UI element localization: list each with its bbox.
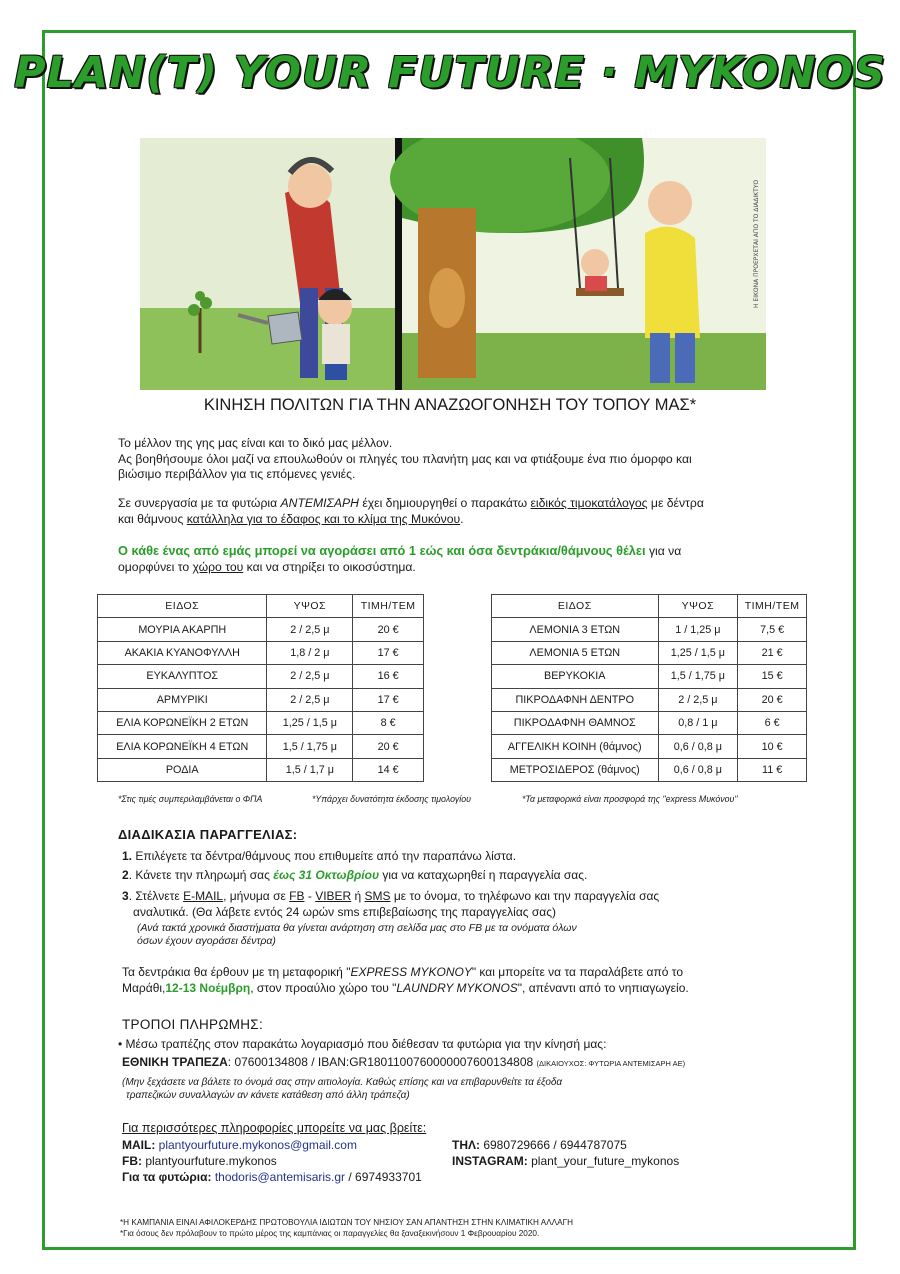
contact-heading: Για περισσότερες πληροφορίες μπορείτε να μας βρείτε: <box>122 1121 427 1135</box>
order-step-3-line2: αναλυτικά. (Θα λάβετε εντός 24 ωρών sms επιβεβαίωσης της παραγγελίας σας) <box>133 905 556 919</box>
footer-note-2: *Για όσους δεν πρόλαβουν το πρώτο μέρος της καμπάνιας οι παραγγελίες θα ξαναξεκινήσουν 1 Φεβρουαρίου 2020. <box>120 1229 540 1238</box>
cell-kind: ΛΕΜΟΝΙΑ 5 ΕΤΩΝ <box>492 641 659 664</box>
order-step-1: 1. Επιλέγετε τα δέντρα/θάμνους που επιθυμείτε από την παραπάνω λίστα. <box>122 849 517 863</box>
cell-price: 14 € <box>353 758 424 781</box>
note-vat: *Στις τιμές συμπεριλαμβάνεται ο ΦΠΑ <box>118 794 263 804</box>
table-row <box>492 618 807 641</box>
table-row <box>492 688 807 711</box>
cell-height: 1 / 1,25 μ <box>658 618 738 641</box>
table-row <box>492 665 807 688</box>
cell-height: 1,5 / 1,7 μ <box>267 758 353 781</box>
table-header-row <box>98 595 424 618</box>
cell-kind: ΒΕΡΥΚΟΚΙΑ <box>492 665 659 688</box>
table-row <box>98 641 424 664</box>
intro-paragraph: Το μέλλον της γης μας είναι και το δικό μας μέλλον. Ας βοηθήσουμε όλοι μαζί να επουλωθούν οι πληγές του πλανήτη μας και να φτιάξουμε ένα πιο όμορφο και βιώσιμο περιβάλλον για τις επόμενες γενιές. <box>118 436 692 481</box>
cell-height: 1,25 / 1,5 μ <box>658 641 738 664</box>
cell-kind: ΑΓΓΕΛΙΚΗ ΚΟΙΝΗ (θάμνος) <box>492 735 659 758</box>
cell-height: 1,5 / 1,75 μ <box>267 735 353 758</box>
cell-price: 16 € <box>353 665 424 688</box>
cell-price: 10 € <box>738 735 807 758</box>
cell-height: 0,6 / 0,8 μ <box>658 735 738 758</box>
page-subtitle: ΚΙΝΗΣΗ ΠΟΛΙΤΩΝ ΓΙΑ ΤΗΝ ΑΝΑΖΩΟΓΟΝΗΣΗ ΤΟΥ ΤΟΠΟΥ ΜΑΣ* <box>203 396 697 414</box>
order-step-3: 3. Στέλνετε E-MAIL, μήνυμα σε FB - VIBER ή SMS με το όνομα, το τηλέφωνο και την παραγγελία σας <box>122 889 660 903</box>
contact-mail: MAIL: plantyourfuture.mykonos@gmail.com <box>122 1138 357 1152</box>
cell-price: 20 € <box>353 618 424 641</box>
buy-paragraph: Ο κάθε ένας από εμάς μπορεί να αγοράσει από 1 εώς και όσα δεντράκια/θάμνους θέλει για να ομορφύνει το χώρο του και να στηρίξει το οικοσύστημα. <box>118 543 682 574</box>
mail-link[interactable]: plantyourfuture.mykonos@gmail.com <box>158 1138 357 1152</box>
contact-tel: ΤΗΛ: 6980729666 / 6944787075 <box>452 1138 627 1152</box>
bank-details: ΕΘΝΙΚΗ ΤΡΑΠΕΖΑ: 07600134808 / IBAN:GR1801100760000007600134808 (ΔΙΚΑΙΟΥΧΟΣ: ΦΥΤΩΡΙΑ ΑΝΤΕΜΙΣΑΡΗ ΑΕ) <box>122 1055 686 1069</box>
delivery-paragraph: Τα δεντράκια θα έρθουν με τη μεταφορική "EXPRESS MYKONOY" και μπορείτε να τα παραλάβετε από το Μαράθι,12-13 Νοέμβρη, στον προαύλιο χώρο του "LAUNDRY MYKONOS", απέναντι από το νηπιαγωγείο. <box>122 965 689 995</box>
contact-fb: FB: plantyourfuture.mykonos <box>122 1154 277 1168</box>
cell-price: 15 € <box>738 665 807 688</box>
cell-kind: ΜΕΤΡΟΣΙΔΕΡΟΣ (θάμνος) <box>492 758 659 781</box>
cell-price: 20 € <box>353 735 424 758</box>
table-row <box>98 618 424 641</box>
cell-height: 1,25 / 1,5 μ <box>267 711 353 734</box>
cell-price: 8 € <box>353 711 424 734</box>
cell-price: 17 € <box>353 641 424 664</box>
table-row <box>98 735 424 758</box>
cell-kind: ΜΟΥΡΙΑ ΑΚΑΡΠΗ <box>98 618 267 641</box>
payment-heading: ΤΡΟΠΟΙ ΠΛΗΡΩΜΗΣ: <box>122 1017 264 1032</box>
cell-price: 17 € <box>353 688 424 711</box>
header-price: ΤΙΜΗ/ΤΕΜ <box>738 595 807 618</box>
cell-price: 6 € <box>738 711 807 734</box>
price-table-right <box>491 594 807 782</box>
cell-price: 21 € <box>738 641 807 664</box>
note-invoice: *Υπάρχει δυνατότητα έκδοσης τιμολογίου <box>312 794 471 804</box>
table-row <box>98 758 424 781</box>
contact-nursery: Για τα φυτώρια: thodoris@antemisaris.gr / 6974933701 <box>122 1170 422 1184</box>
table-row <box>98 665 424 688</box>
cell-kind: ΑΡΜΥΡΙΚΙ <box>98 688 267 711</box>
header-kind: ΕΙΔΟΣ <box>492 595 659 618</box>
table-row <box>492 758 807 781</box>
cell-kind: ΡΟΔΙΑ <box>98 758 267 781</box>
cell-kind: ΛΕΜΟΝΙΑ 3 ΕΤΩΝ <box>492 618 659 641</box>
header-kind: ΕΙΔΟΣ <box>98 595 267 618</box>
order-note: (Ανά τακτά χρονικά διαστήματα θα γίνεται ανάρτηση στη σελίδα μας στο FB με τα ονόματα όλων όσων έχουν αγοράσει δέντρα) <box>137 922 577 947</box>
cell-kind: ΕΛΙΑ ΚΟΡΩΝΕΪΚΗ 4 ΕΤΩΝ <box>98 735 267 758</box>
contact-instagram: INSTAGRAM: plant_your_future_mykonos <box>452 1154 680 1168</box>
cell-kind: ΑΚΑΚΙΑ ΚΥΑΝΟΦΥΛΛΗ <box>98 641 267 664</box>
cell-height: 0,6 / 0,8 μ <box>658 758 738 781</box>
cell-height: 0,8 / 1 μ <box>658 711 738 734</box>
cell-price: 20 € <box>738 688 807 711</box>
payment-note: (Μην ξεχάσετε να βάλετε το όνομά σας στην αιτιολογία. Καθώς επίσης και να επιβαρυνθείτε τα έξοδα τραπεζικών συναλλαγών αν κάνετε κατάθεση από άλλη τράπεζα) <box>122 1077 563 1101</box>
note-shipping: *Τα μεταφορικά είναι προσφορά της "express Μυκόνου" <box>522 794 738 804</box>
cell-price: 11 € <box>738 758 807 781</box>
cell-kind: ΕΛΙΑ ΚΟΡΩΝΕΪΚΗ 2 ΕΤΩΝ <box>98 711 267 734</box>
cell-kind: ΕΥΚΑΛΥΠΤΟΣ <box>98 665 267 688</box>
cell-height: 1,5 / 1,75 μ <box>658 665 738 688</box>
page-title: PLAN(T) YOUR FUTURE · MYKONOS <box>14 48 886 98</box>
order-step-2: 2. Κάνετε την πληρωμή σας έως 31 Οκτωβρίου για να καταχωρηθεί η παραγγελία σας. <box>122 868 588 882</box>
partnership-paragraph: Σε συνεργασία με τα φυτώρια ΑΝΤΕΜΙΣΑΡΗ έχει δημιουργηθεί ο παρακάτω ειδικός τιμοκατάλογος με δέντρα και θάμνους κατάλληλα για το έδαφος και το κλίμα της Μυκόνου. <box>118 496 704 526</box>
illustration-credit: Η ΕΙΚΟΝΑ ΠΡΟΕΡΧΕΤΑΙ ΑΠΟ ΤΟ ΔΙΑΔΙΚΤΥΟ <box>753 179 760 308</box>
cell-height: 1,8 / 2 μ <box>267 641 353 664</box>
cell-height: 2 / 2,5 μ <box>267 618 353 641</box>
nursery-mail-link[interactable]: thodoris@antemisaris.gr <box>214 1170 346 1184</box>
cell-height: 2 / 2,5 μ <box>267 665 353 688</box>
cartoon-illustration <box>140 138 766 390</box>
order-heading: ΔΙΑΔΙΚΑΣΙΑ ΠΑΡΑΓΓΕΛΙΑΣ: <box>118 827 298 842</box>
table-header-row <box>492 595 807 618</box>
header-height: ΥΨΟΣ <box>267 595 353 618</box>
footer-note-1: *Η ΚΑΜΠΑΝΙΑ ΕΙΝΑΙ ΑΦΙΛΟΚΕΡΔΗΣ ΠΡΩΤΟΒΟΥΛΙΑ ΙΔΙΩΤΩΝ ΤΟΥ ΝΗΣΙΟΥ ΣΑΝ ΑΠΑΝΤΗΣΗ ΣΤΗΝ ΚΛΙΜΑΤΙΚΗ ΑΛΛΑΓΗ <box>120 1218 574 1227</box>
cell-kind: ΠΙΚΡΟΔΑΦΝΗ ΔΕΝΤΡΟ <box>492 688 659 711</box>
table-row <box>492 641 807 664</box>
cell-height: 2 / 2,5 μ <box>267 688 353 711</box>
cell-price: 7,5 € <box>738 618 807 641</box>
cell-height: 2 / 2,5 μ <box>658 688 738 711</box>
cell-kind: ΠΙΚΡΟΔΑΦΝΗ ΘΑΜΝΟΣ <box>492 711 659 734</box>
header-price: ΤΙΜΗ/ΤΕΜ <box>353 595 424 618</box>
payment-line: • Μέσω τραπέζης στον παρακάτω λογαριασμό που διέθεσαν τα φυτώρια για την κίνησή μας: <box>118 1037 607 1051</box>
table-row <box>492 735 807 758</box>
table-row <box>98 688 424 711</box>
table-row <box>98 711 424 734</box>
header-height: ΥΨΟΣ <box>658 595 738 618</box>
price-table-left <box>97 594 424 782</box>
table-row <box>492 711 807 734</box>
